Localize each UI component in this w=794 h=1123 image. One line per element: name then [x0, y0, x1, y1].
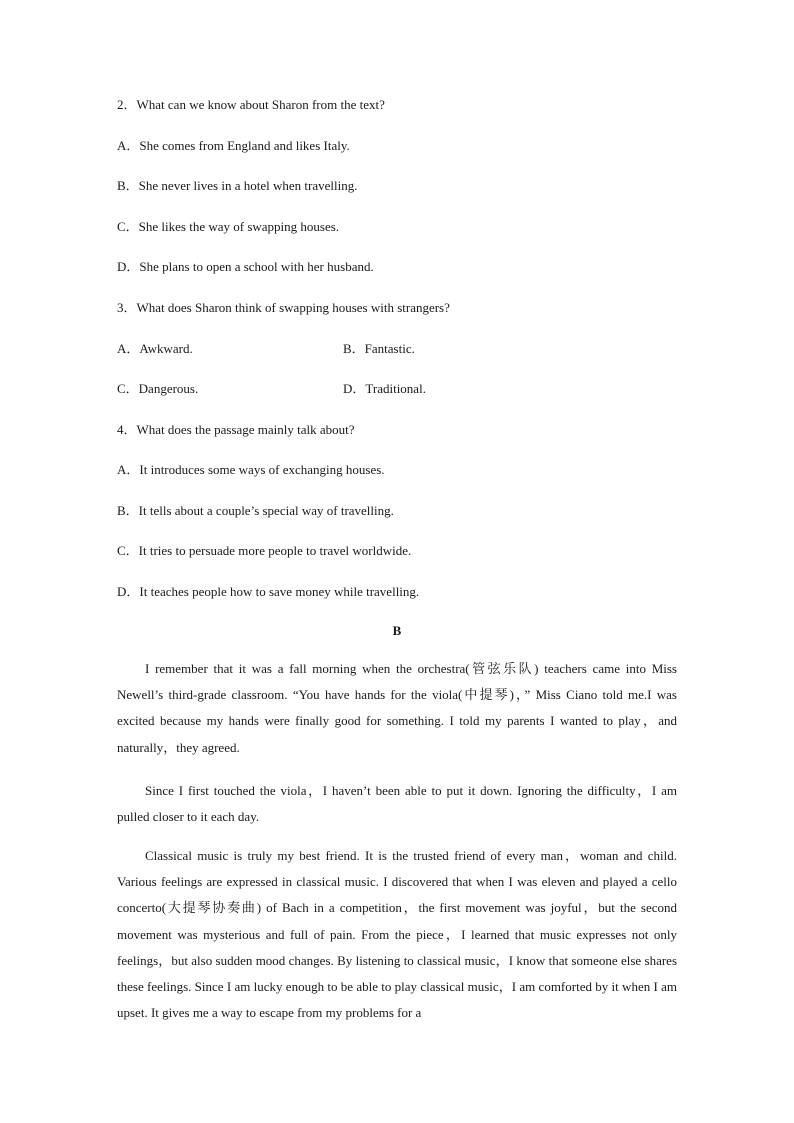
question-4-option-a: A．It introduces some ways of exchanging houses. — [117, 462, 385, 477]
passage-paragraph-3: Classical music is truly my best friend. It is the trusted friend of every man，woman and child. Various feelings are expressed in classical music. I discovered that when I was eleven and played a cello concerto(大提琴协奏曲) of Bach in a competition，the first movement was joyful，but the second movement was mysterious and full of pain. From the piece，I learned that music expresses not only feelings，but also sudden mood changes. By listening to classical music，I know that someone else shares these feelings. Since I am lucky enough to be able to play classical music，I am comforted by it when I am upset. It gives me a way to escape from my problems for a — [117, 848, 677, 1021]
passage-paragraph-1: I remember that it was a fall morning when the orchestra(管弦乐队) teachers came into Miss Newell’s third-grade classroom. “You have hands for the viola(中提琴)，” Miss Ciano told me.I was excited because my hands were finally good for something. I told my parents I wanted to play，and naturally，they agreed. — [117, 661, 677, 755]
question-4-stem: 4．What does the passage mainly talk about? — [117, 422, 355, 437]
question-2-stem: 2．What can we know about Sharon from the text? — [117, 97, 385, 112]
question-4-option-b: B．It tells about a couple’s special way of travelling. — [117, 503, 394, 518]
question-3-option-d: D．Traditional. — [343, 381, 426, 396]
question-3-stem: 3．What does Sharon think of swapping houses with strangers? — [117, 300, 450, 315]
question-3-option-a: A．Awkward. — [117, 341, 193, 356]
question-4-option-c: C．It tries to persuade more people to travel worldwide. — [117, 543, 412, 558]
section-heading: B — [392, 623, 402, 638]
question-2-option-a: A．She comes from England and likes Italy. — [117, 138, 350, 153]
question-3-option-b: B．Fantastic. — [343, 341, 415, 356]
question-3-option-c: C．Dangerous. — [117, 381, 199, 396]
question-4-option-d: D．It teaches people how to save money while travelling. — [117, 584, 420, 599]
question-2-option-c: C．She likes the way of swapping houses. — [117, 219, 340, 234]
question-2-option-d: D．She plans to open a school with her husband. — [117, 259, 374, 274]
question-2-option-b: B．She never lives in a hotel when travelling. — [117, 178, 358, 193]
passage-paragraph-2: Since I first touched the viola，I haven’t been able to put it down. Ignoring the difficulty，I am pulled closer to it each day. — [117, 783, 677, 825]
